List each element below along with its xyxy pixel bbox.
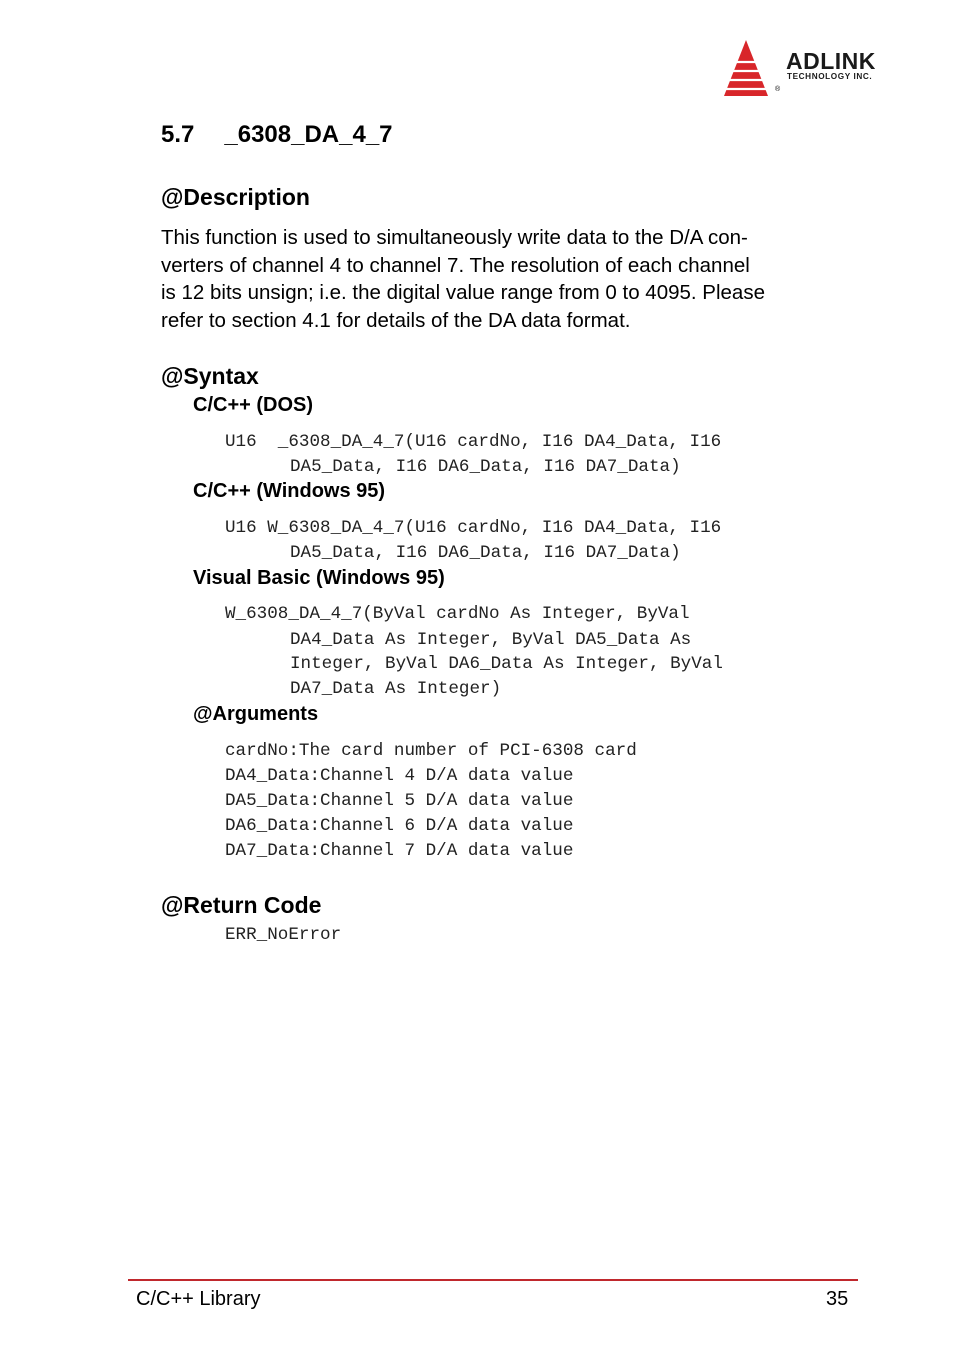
code-line: U16 W_6308_DA_4_7(U16 cardNo, I16 DA4_Data, I16 — [225, 518, 722, 538]
description-heading: @Description — [161, 184, 310, 210]
code-line: DA4_Data As Integer, ByVal DA5_Data As — [290, 630, 692, 650]
section-name: _6308_DA_4_7 — [224, 121, 393, 148]
registered-mark: ® — [775, 86, 781, 93]
section-number: 5.7 — [161, 121, 195, 148]
arguments-heading: @Arguments — [193, 703, 319, 725]
code-line: Integer, ByVal DA6_Data As Integer, ByVal — [290, 654, 723, 674]
code-line: DA5_Data, I16 DA6_Data, I16 DA7_Data) — [290, 457, 681, 477]
syntax-win95-label: C/C++ (Windows 95) — [193, 480, 386, 502]
footer-title: C/C++ Library — [136, 1288, 261, 1310]
syntax-vb-label: Visual Basic (Windows 95) — [193, 567, 445, 589]
description-line: is 12 bits unsign; i.e. the digital value range from 0 to 4095. Please — [161, 281, 765, 304]
description-line: verters of channel 4 to channel 7. The resolution of each channel — [161, 253, 750, 277]
code-line: W_6308_DA_4_7(ByVal cardNo As Integer, ByVal — [225, 604, 690, 624]
code-line: DA5_Data, I16 DA6_Data, I16 DA7_Data) — [290, 543, 681, 563]
argument-line: DA6_Data:Channel 6 D/A data value — [225, 816, 574, 836]
argument-line: DA5_Data:Channel 5 D/A data value — [225, 791, 574, 811]
section-title — [161, 121, 393, 149]
logo-brand: ADLINK — [786, 48, 876, 74]
return-code-value: ERR_NoError — [225, 925, 342, 945]
argument-line: DA7_Data:Channel 7 D/A data value — [225, 841, 574, 861]
description-line: This function is used to simultaneously write data to the D/A con- — [161, 226, 748, 249]
description-line: refer to section 4.1 for details of the DA data format. — [161, 308, 631, 332]
argument-line: cardNo:The card number of PCI-6308 card — [225, 741, 637, 761]
syntax-heading: @Syntax — [161, 363, 259, 389]
code-line: DA7_Data As Integer) — [290, 679, 502, 699]
footer-divider — [128, 1279, 858, 1281]
syntax-dos-label: C/C++ (DOS) — [193, 394, 314, 416]
code-line: U16 _6308_DA_4_7(U16 cardNo, I16 DA4_Data, I16 — [225, 432, 722, 452]
logo-tagline: TECHNOLOGY INC. — [787, 72, 873, 81]
page-number: 35 — [826, 1288, 849, 1310]
return-code-heading: @Return Code — [161, 892, 322, 918]
argument-line: DA4_Data:Channel 4 D/A data value — [225, 766, 574, 786]
